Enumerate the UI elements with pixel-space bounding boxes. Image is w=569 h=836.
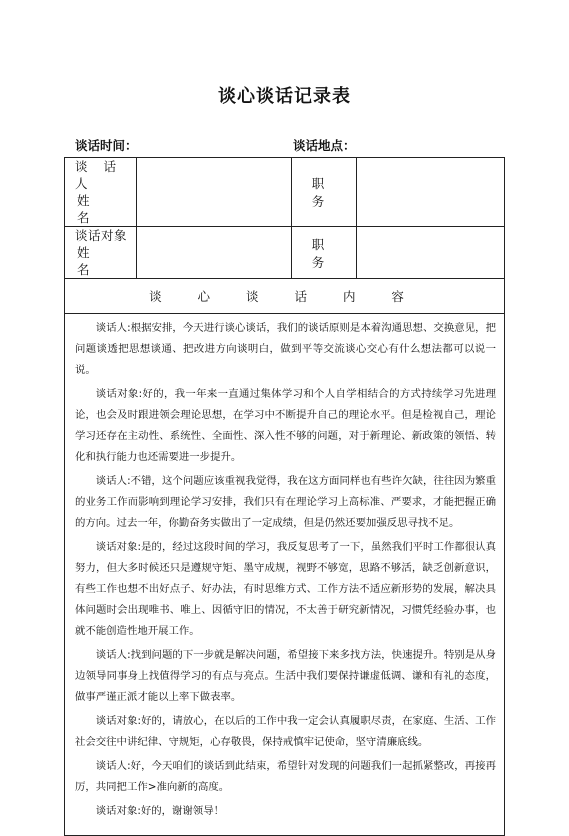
interviewer-label-line2: 姓 名 (77, 193, 110, 225)
conversation-paragraph: 谈话人:不错，这个问题应该重视我觉得，我在这方面同样也有些许欠缺，往往因为繁重的业务工作而影响到理论学习安排，我们只有在理论学习上高标准、严要求，才能把握正确的方向。过去一年，你勤奋务实做出了一定成绩，但是仍然还要加强反思寻找不足。 (75, 475, 496, 529)
page-title: 谈心谈话记录表 (218, 86, 351, 107)
section-title: 谈 心 谈 话 内 容 (65, 279, 505, 314)
conversation-paragraph: 谈话对象:好的，请放心，在以后的工作中我一定会认真履职尽责，在家庭、生活、工作社会交往中讲纪律、守规矩，心存敬畏，保持戒慎牢记使命，坚守清廉底线。 (75, 715, 496, 748)
conversation-paragraph: 谈话对象:是的，经过这段时间的学习，我反复思考了一下，虽然我们平时工作都很认真努力，但大多时候还只是遵规守矩、墨守成规，视野不够宽，思路不够活，缺乏创新意识，有些工作也想不出好点子、好办法，有时思维方式、工作方法不适应新形势的发展，解决具体问题时会出现唯书、唯上、因循守旧的情况，不太善于研究新情况，习惯凭经验办事，也就不能创造性地开展工作。 (75, 541, 496, 637)
talk-place-label: 谈话地点： (293, 138, 356, 153)
interviewer-name-field[interactable] (137, 158, 292, 227)
interviewer-name-label (65, 158, 137, 227)
talk-time-label: 谈话时间： (75, 138, 138, 153)
record-form-table (64, 157, 505, 836)
interviewee-duty-label: 职 务 (292, 227, 357, 279)
section-header-row (65, 279, 505, 314)
interviewee-label-line1: 谈话对象 (75, 228, 128, 243)
interviewee-duty-field[interactable] (357, 227, 505, 279)
interviewer-row (65, 158, 505, 227)
content-row (65, 314, 505, 836)
interviewer-label-line1: 谈 话 人 (75, 159, 122, 191)
interviewee-name-label (65, 227, 137, 279)
interviewee-label-line2: 姓 名 (77, 245, 110, 277)
conversation-content (65, 314, 505, 836)
conversation-paragraph: 谈话对象:好的，我一年来一直通过集体学习和个人自学相结合的方式持续学习先进理论，也会及时跟进领会理论思想，在学习中不断提升自己的理论水平。但是检视自己，理论学习还存在主动性、系统性、全面性、深入性不够的问题，对于新理论、新政策的领悟、转化和执行能力也还需要进一步提升。 (75, 388, 496, 463)
interviewee-row (65, 227, 505, 279)
conversation-paragraph: 谈话人:好，今天咱们的谈话到此结束，希望针对发现的问题我们一起抓紧整改，再接再厉，共同把工作>准向新的高度。 (75, 760, 496, 793)
conversation-paragraph: 谈话人:根据安排，今天进行谈心谈话，我们的谈话原则是本着沟通思想、交换意见，把问题谈透把思想谈通、把改进方向谈明白，做到平等交流谈心交心有什么想法都可以说一说。 (75, 322, 496, 376)
interviewer-duty-label: 职 务 (292, 158, 357, 227)
conversation-paragraph: 谈话对象:好的，谢谢领导！ (95, 805, 224, 817)
conversation-paragraph: 谈话人:找到问题的下一步就是解决问题，希望接下来多找方法，快速提升。特别是从身边领导同事身上找值得学习的有点与亮点。生活中我们要保持谦虚低调、谦和有礼的态度，做事严谨正派才能以上率下做表率。 (75, 649, 496, 703)
interviewee-name-field[interactable] (137, 227, 292, 279)
interviewer-duty-field[interactable] (357, 158, 505, 227)
